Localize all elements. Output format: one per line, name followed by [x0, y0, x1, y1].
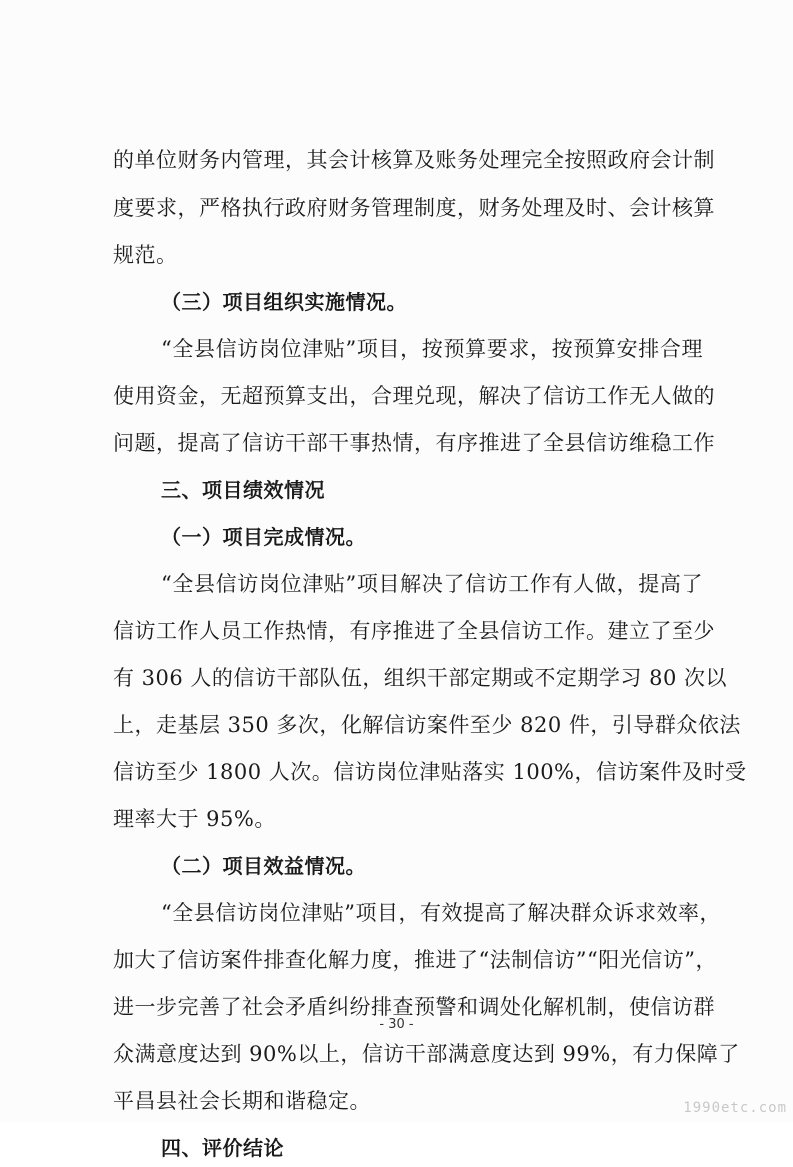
- paragraph-line: 问题，提高了信访干部干事热情，有序推进了全县信访维稳工作: [113, 431, 715, 455]
- section-heading-3-3: （三）项目组织实施情况。: [161, 290, 407, 314]
- paragraph-line: 众满意度达到 90%以上，信访干部满意度达到 99%，有力保障了: [113, 1042, 740, 1066]
- paragraph-line: 上，走基层 350 多次，化解信访案件至少 820 件，引导群众依法: [113, 713, 741, 737]
- paragraph-line: 规范。: [113, 243, 178, 267]
- section-heading-4: 四、评价结论: [161, 1136, 284, 1160]
- paragraph-line: 度要求，严格执行政府财务管理制度，财务处理及时、会计核算: [113, 196, 715, 220]
- paragraph-line: 理率大于 95%。: [113, 807, 276, 831]
- watermark: 1990etc.com: [683, 1100, 787, 1116]
- paragraph-line: 信访至少 1800 人次。信访岗位津贴落实 100%，信访案件及时受: [113, 760, 747, 784]
- paragraph-line: 使用资金，无超预算支出，合理兑现，解决了信访工作无人做的: [113, 384, 715, 408]
- page-number: - 30 -: [379, 1017, 414, 1032]
- paragraph-line: 有 306 人的信访干部队伍，组织干部定期或不定期学习 80 次以: [113, 666, 728, 690]
- paragraph-line: 平昌县社会长期和谐稳定。: [113, 1089, 371, 1113]
- paragraph-line: “全县信访岗位津贴”项目解决了信访工作有人做，提高了: [161, 572, 703, 596]
- paragraph-line: “全县信访岗位津贴”项目，有效提高了解决群众诉求效率，: [161, 901, 721, 925]
- section-heading-3-2: （二）项目效益情况。: [161, 854, 366, 878]
- paragraph-line: 的单位财务内管理，其会计核算及账务处理完全按照政府会计制: [113, 148, 715, 172]
- paragraph-line: 进一步完善了社会矛盾纠纷排查预警和调处化解机制，使信访群: [113, 995, 715, 1019]
- section-heading-3-1: （一）项目完成情况。: [161, 525, 366, 549]
- section-heading-3: 三、项目绩效情况: [161, 478, 325, 502]
- paragraph-line: 信访工作人员工作热情，有序推进了全县信访工作。建立了至少: [113, 619, 715, 643]
- paragraph-line: “全县信访岗位津贴”项目，按预算要求，按预算安排合理: [161, 337, 703, 361]
- paragraph-line: 加大了信访案件排查化解力度，推进了“法制信访”“阳光信访”，: [113, 948, 717, 972]
